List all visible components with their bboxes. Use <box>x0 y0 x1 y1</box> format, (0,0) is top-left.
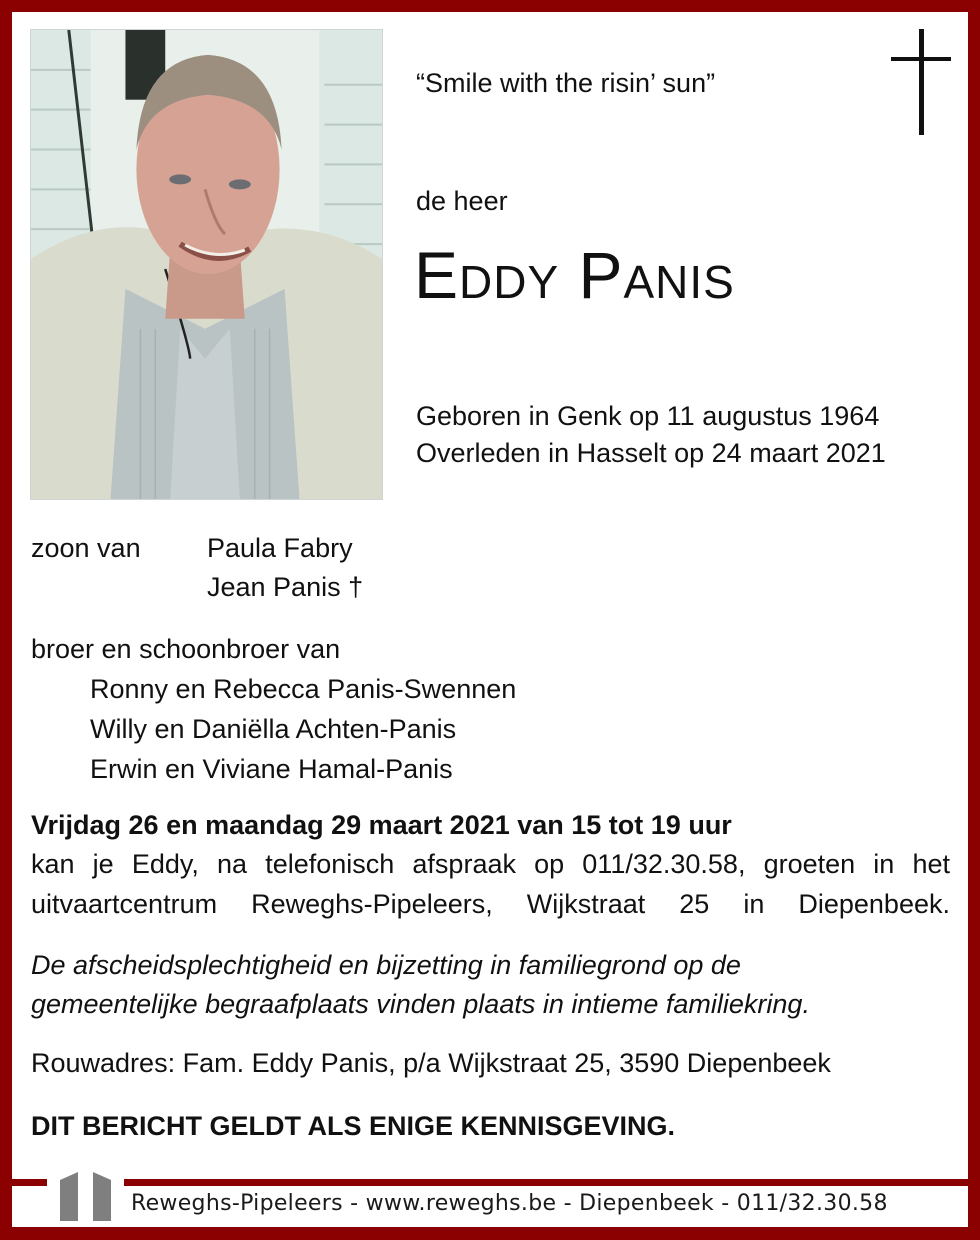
visitation-line-2: uitvaartcentrum Reweghs-Pipeleers, Wijkstraat 25 in Diepenbeek. <box>31 889 950 919</box>
cross-icon <box>891 29 951 135</box>
notice-statement: DIT BERICHT GELDT ALS ENIGE KENNISGEVING. <box>31 1111 676 1141</box>
reweghs-logo-icon <box>60 1171 112 1223</box>
sibling-name: Ronny en Rebecca Panis-Swennen <box>90 674 517 704</box>
parent-name: Jean Panis † <box>207 572 364 602</box>
portrait-photo <box>30 29 383 500</box>
parent-name: Paula Fabry <box>207 533 353 563</box>
ceremony-line-1: De afscheidsplechtigheid en bijzetting in familiegrond op de <box>31 950 741 980</box>
portrait-image <box>31 30 382 499</box>
footer-contact: Reweghs-Pipeleers - www.reweghs.be - Diepenbeek - 011/32.30.58 <box>131 1191 888 1216</box>
sibling-name: Erwin en Viviane Hamal-Panis <box>90 754 453 784</box>
visitation-line-1: kan je Eddy, na telefonisch afspraak op 011/32.30.58, groeten in het <box>31 849 950 879</box>
frame-border-right <box>968 0 980 1240</box>
birth-info: Geboren in Genk op 11 augustus 1964 <box>416 401 880 431</box>
frame-border-bottom <box>0 1227 980 1240</box>
visitation-heading: Vrijdag 26 en maandag 29 maart 2021 van 15 tot 19 uur <box>31 810 732 840</box>
frame-border-left <box>0 0 12 1240</box>
ceremony-line-2: gemeentelijke begraafplaats vinden plaats in intieme familiekring. <box>31 989 810 1019</box>
footer-divider-right <box>124 1179 968 1186</box>
sibling-name: Willy en Daniëlla Achten-Panis <box>90 714 457 744</box>
frame-border-top <box>0 0 980 12</box>
death-info: Overleden in Hasselt op 24 maart 2021 <box>416 438 886 468</box>
parents-label: zoon van <box>31 533 141 563</box>
mourning-address: Rouwadres: Fam. Eddy Panis, p/a Wijkstraat 25, 3590 Diepenbeek <box>31 1048 831 1078</box>
deceased-name: Eddy Panis <box>414 238 735 312</box>
siblings-label: broer en schoonbroer van <box>31 634 341 664</box>
memorial-quote: “Smile with the risin’ sun” <box>416 68 716 98</box>
honorific: de heer <box>416 186 508 216</box>
footer-divider-left <box>12 1179 47 1186</box>
